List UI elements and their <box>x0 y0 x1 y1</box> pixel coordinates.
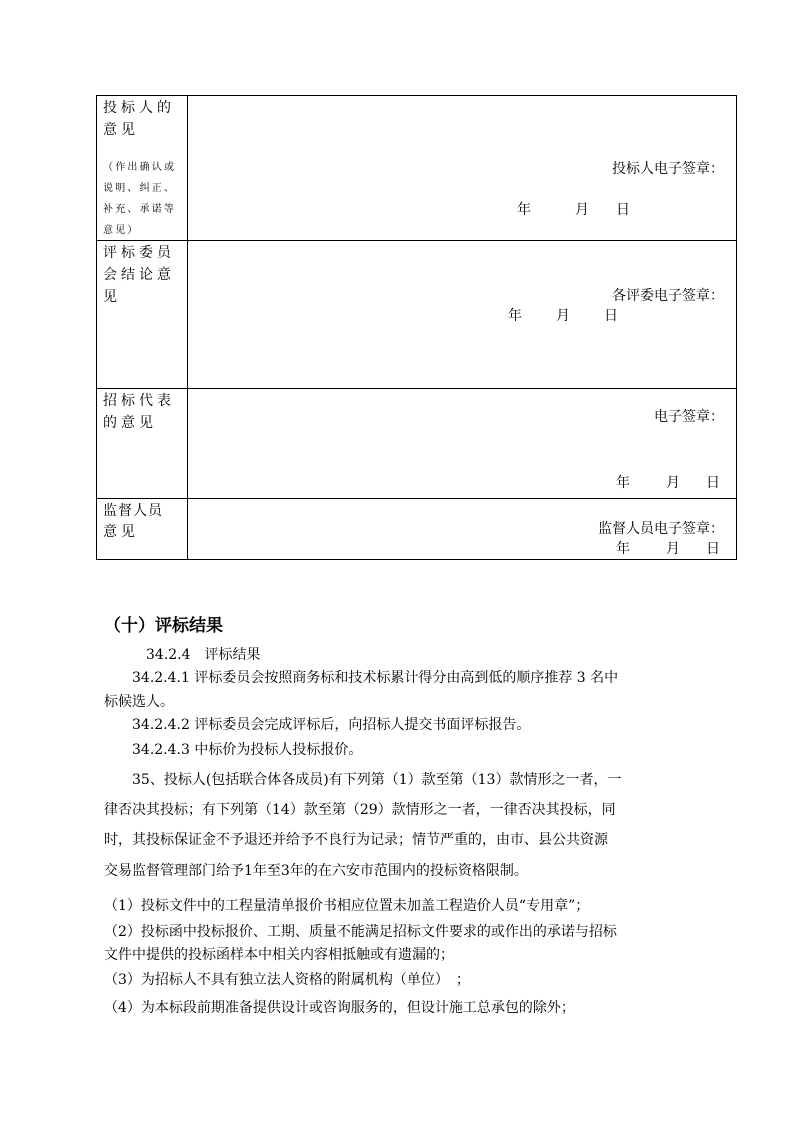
table-row <box>97 499 737 560</box>
date-month: 月 <box>666 475 680 491</box>
row-content-cell <box>188 499 737 560</box>
row-content-cell <box>188 389 737 499</box>
row-label-line: 招标代表 <box>103 393 175 409</box>
signature-label: 监督人员电子签章： <box>598 521 724 537</box>
date-day: 日 <box>616 202 630 218</box>
date-day: 日 <box>604 308 618 324</box>
row-note-line: 说明、纠正、 <box>103 183 177 194</box>
date-year: 年 <box>616 475 630 491</box>
paragraph: （4）为本标段前期准备提供设计或咨询服务的，但设计施工总承包的除外； <box>104 1000 575 1016</box>
table-row <box>97 241 737 389</box>
date-month: 月 <box>556 308 570 324</box>
paragraph: 文件中提供的投标函样本中相关内容相抵触或有遗漏的； <box>104 947 454 963</box>
row-label-cell <box>97 96 188 241</box>
table-row <box>97 389 737 499</box>
paragraph: 34.2.4.3 中标价为投标人投标报价。 <box>132 742 363 758</box>
row-content-cell <box>188 241 737 389</box>
row-label-cell <box>97 499 188 560</box>
row-label-line: 意见 <box>103 524 139 540</box>
table-row <box>97 96 737 241</box>
row-label-cell <box>97 241 188 389</box>
row-label-line: 投标人的 <box>103 100 175 116</box>
date-year: 年 <box>517 202 531 218</box>
row-note-line: （作出确认或 <box>103 162 177 173</box>
row-label-line: 监督人员 <box>103 503 163 519</box>
paragraph: 律否决其投标；有下列第（14）款至第（29）款情形之一者，一律否决其投标，同 <box>104 802 616 818</box>
row-content-cell <box>188 96 737 241</box>
opinion-table <box>96 95 737 560</box>
row-label-cell <box>97 389 188 499</box>
paragraph: 34.2.4.2 评标委员会完成评标后，向招标人提交书面评标报告。 <box>132 717 531 733</box>
row-label-line: 会结论意 <box>103 267 175 283</box>
section-heading: （十）评标结果 <box>104 616 223 636</box>
row-label-line: 见 <box>103 289 121 305</box>
date-month: 月 <box>575 202 589 218</box>
row-label-line: 评标委员 <box>103 245 175 261</box>
row-label-line: 的意见 <box>103 415 157 431</box>
paragraph: （2）投标函中投标报价、工期、质量不能满足招标文件要求的或作出的承诺与招标 <box>104 924 617 940</box>
paragraph: 35、投标人(包括联合体各成员)有下列第（1）款至第（13）款情形之一者，一 <box>132 772 622 788</box>
date-day: 日 <box>706 475 720 491</box>
paragraph: （1）投标文件中的工程量清单报价书相应位置未加盖工程造价人员“专用章”； <box>104 898 590 914</box>
signature-label: 投标人电子签章： <box>612 161 724 177</box>
signature-label: 各评委电子签章： <box>612 288 724 304</box>
paragraph: 34.2.4 评标结果 <box>146 647 261 663</box>
paragraph: 交易监督管理部门给予1年至3年的在六安市范围内的投标资格限制。 <box>104 863 528 879</box>
signature-label: 电子签章： <box>654 409 724 425</box>
paragraph: 时，其投标保证金不予退还并给予不良行为记录；情节严重的，由市、县公共资源 <box>104 832 608 848</box>
row-note-line: 意见） <box>103 225 140 236</box>
date-day: 日 <box>706 541 720 557</box>
paragraph: 标候选人。 <box>104 694 174 710</box>
paragraph: （3）为招标人不具有独立法人资格的附属机构（单位） ； <box>104 972 470 988</box>
date-month: 月 <box>666 541 680 557</box>
row-note-line: 补充、承诺等 <box>103 204 177 215</box>
date-year: 年 <box>616 541 630 557</box>
paragraph: 34.2.4.1 评标委员会按照商务标和技术标累计得分由高到低的顺序推荐 3 名中 <box>132 670 619 686</box>
row-label-line: 意见 <box>103 122 139 138</box>
date-year: 年 <box>508 308 522 324</box>
